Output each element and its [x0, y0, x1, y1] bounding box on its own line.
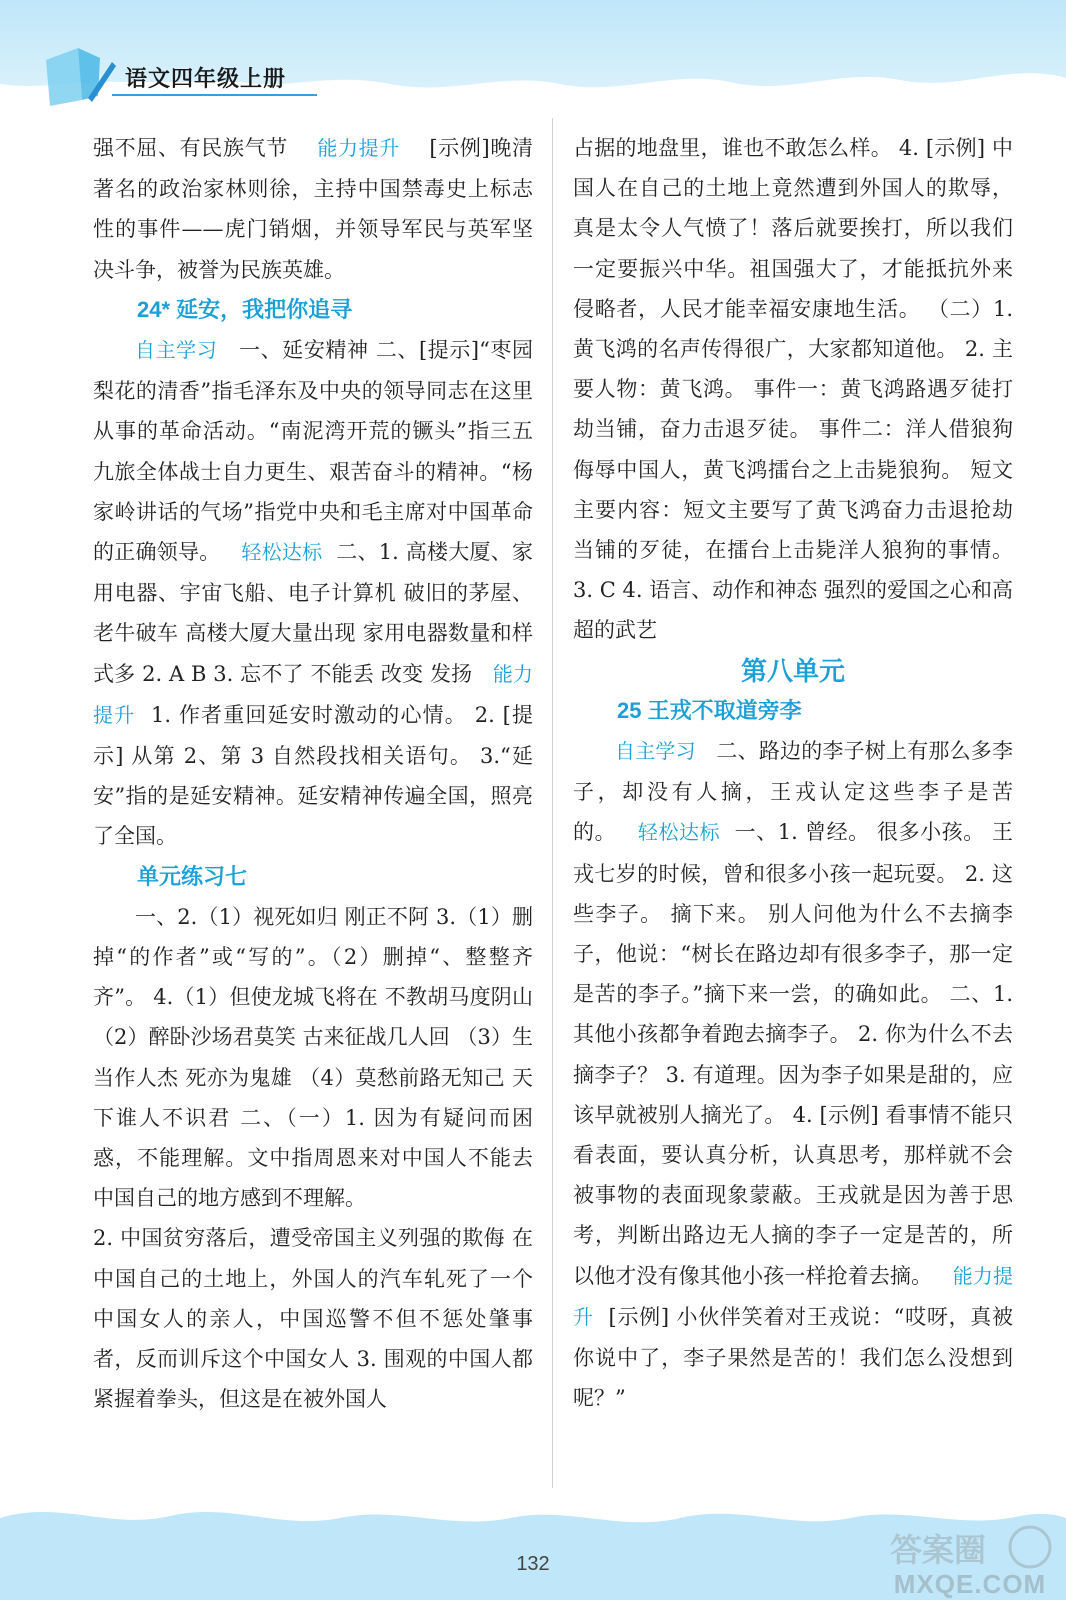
book-pencil-logo-icon: [38, 40, 118, 110]
column-divider: [552, 118, 553, 1488]
tag-self-study: 自主学习: [615, 741, 696, 764]
page-number: 132: [516, 1553, 550, 1575]
left-column: [93, 128, 533, 1420]
text-segment: 强不屈、有民族气节: [93, 136, 288, 160]
tag-ability: 能力提升: [317, 138, 400, 160]
text-segment: 一、延安精神 二、[提示]“枣园梨花的清香”指毛泽东及中央的领导同志在这里从事的革命活动。“南泥湾开荒的镢头”指三五九旅全体战士自力更生、艰苦奋斗的精神。“杨家岭讲话的气场”指党中央和毛主席对中国革命的正确领导。: [93, 338, 534, 565]
watermark: [880, 1525, 1060, 1600]
tag-easy-standard: 轻松达标: [637, 822, 721, 845]
tag-ability: 能力提升: [573, 1265, 1014, 1329]
right-column: [573, 128, 1013, 1419]
text-segment: 一、1. 曾经。 很多小孩。 王戎七岁的时候，曾和很多小孩一起玩耍。 2. 这些李子。 摘下来。 别人问他为什么不去摘李子，他说：“树长在路边却有很多李子，那一定是苦的李子。”摘下来一尝，的确如此。 二、1. 其他小孩都争着跑去摘李子。 2. 你为什么不去摘李子？ 3. 有道理。因为李子如果是甜的，应该早就被别人摘光了。 4. [示例] 看事情不能只看表面，要认真分析，认真思考，那样就不会被事物的表面现象蒙蔽。王戎就是因为善于思考，判断出路边无人摘的李子一定是苦的，所以他才没有像其他小孩一样抢着去摘。: [573, 820, 1014, 1288]
watermark-logo-icon: [880, 1525, 1060, 1573]
text-segment: 二、路边的李子树上有那么多李子，却没有人摘，王戎认定这些李子是苦的。: [573, 739, 1014, 845]
text-segment: [示例] 小伙伴笑着对王戎说：“哎呀，真被你说中了，李子果然是苦的！我们怎么没想到呢？”: [573, 1304, 1014, 1411]
lesson-24-title: 24* 延安，我把你追寻: [137, 296, 353, 322]
text-segment: 二、1. 高楼大厦、家用电器、宇宙飞船、电子计算机 破旧的茅屋、老牛破车 高楼大厦大量出现 家用电器数量和样式多 2. A B 3. 忘不了 不能丢 改变 发扬: [93, 540, 534, 686]
text-segment: 1. 作者重回延安时激动的心情。 2. [提示] 从第 2、第 3 自然段找相关语句。 3.“延安”指的是延安精神。延安精神传遍全国，照亮了全国。: [93, 702, 533, 849]
watermark-brand: 答案圈: [890, 1531, 987, 1569]
unit-7-practice-title: 单元练习七: [137, 863, 248, 889]
watermark-url: MXQE.COM: [893, 1569, 1047, 1599]
paragraph-24-study: [93, 330, 533, 857]
paragraph-right-continued: 占据的地盘里，谁也不敢怎么样。 4. [示例] 中国人在自己的土地上竟然遭到外国人的欺辱，真是太令人气愤了！落后就要挨打，所以我们一定要振兴中华。祖国强大了，才能抵抗外来侵略者，人民才能幸福安康地生活。 （二）1. 黄飞鸿的名声传得很广，大家都知道他。 2. 主要人物：黄飞鸿。 事件一：黄飞鸿路遇歹徒打劫当铺，奋力击退歹徒。 事件二：洋人借狼狗侮辱中国人，黄飞鸿擂台之上击毙狼狗。 短文主要内容：短文主要写了黄飞鸿奋力击退抢劫当铺的歹徒，在擂台上击毙洋人狼狗的事情。 3. C 4. 语言、动作和神态 强烈的爱国之心和高超的武艺: [573, 136, 1013, 643]
paragraph-25-body: [573, 731, 1013, 1418]
tag-easy-standard: 轻松达标: [241, 542, 323, 565]
tag-self-study: 自主学习: [135, 340, 218, 363]
header-underline: [112, 94, 317, 96]
paragraph-unit7-part1: 一、2.（1）视死如归 刚正不阿 3.（1）删掉“的作者”或“写的”。（2）删掉“、整整齐齐”。 4.（1）但使龙城飞将在 不教胡马度阴山 （2）醉卧沙场君莫笑 古来征战几人回 （3）生当作人杰 死亦为鬼雄 （4）莫愁前路无知己 天下谁人不识君 二、（一）1. 因为有疑问而困惑，不能理解。文中指周恩来对中国人不能去中国自己的地方感到不理解。: [93, 904, 533, 1211]
tag-ability: 能力提升: [93, 663, 534, 727]
header-title: 语文四年级上册: [125, 66, 287, 92]
lesson-25-title: 25 王戎不取道旁李: [617, 697, 802, 723]
unit-8-title: 第八单元: [740, 655, 845, 686]
paragraph-unit7-part2: 2. 中国贫穷落后，遭受帝国主义列强的欺侮 在中国自己的土地上，外国人的汽车轧死了一个中国女人的亲人，中国巡警不但不惩处肇事者，反而训斥这个中国女人 3. 围观的中国人都紧握着拳头，但这是在被外国人: [93, 1226, 533, 1412]
paragraph-lin-zexu: [93, 128, 533, 290]
text-segment: [示例]晚清著名的政治家林则徐，主持中国禁毒史上标志性的事件——虎门销烟，并领导军民与英军坚决斗争，被誉为民族英雄。: [93, 136, 534, 282]
